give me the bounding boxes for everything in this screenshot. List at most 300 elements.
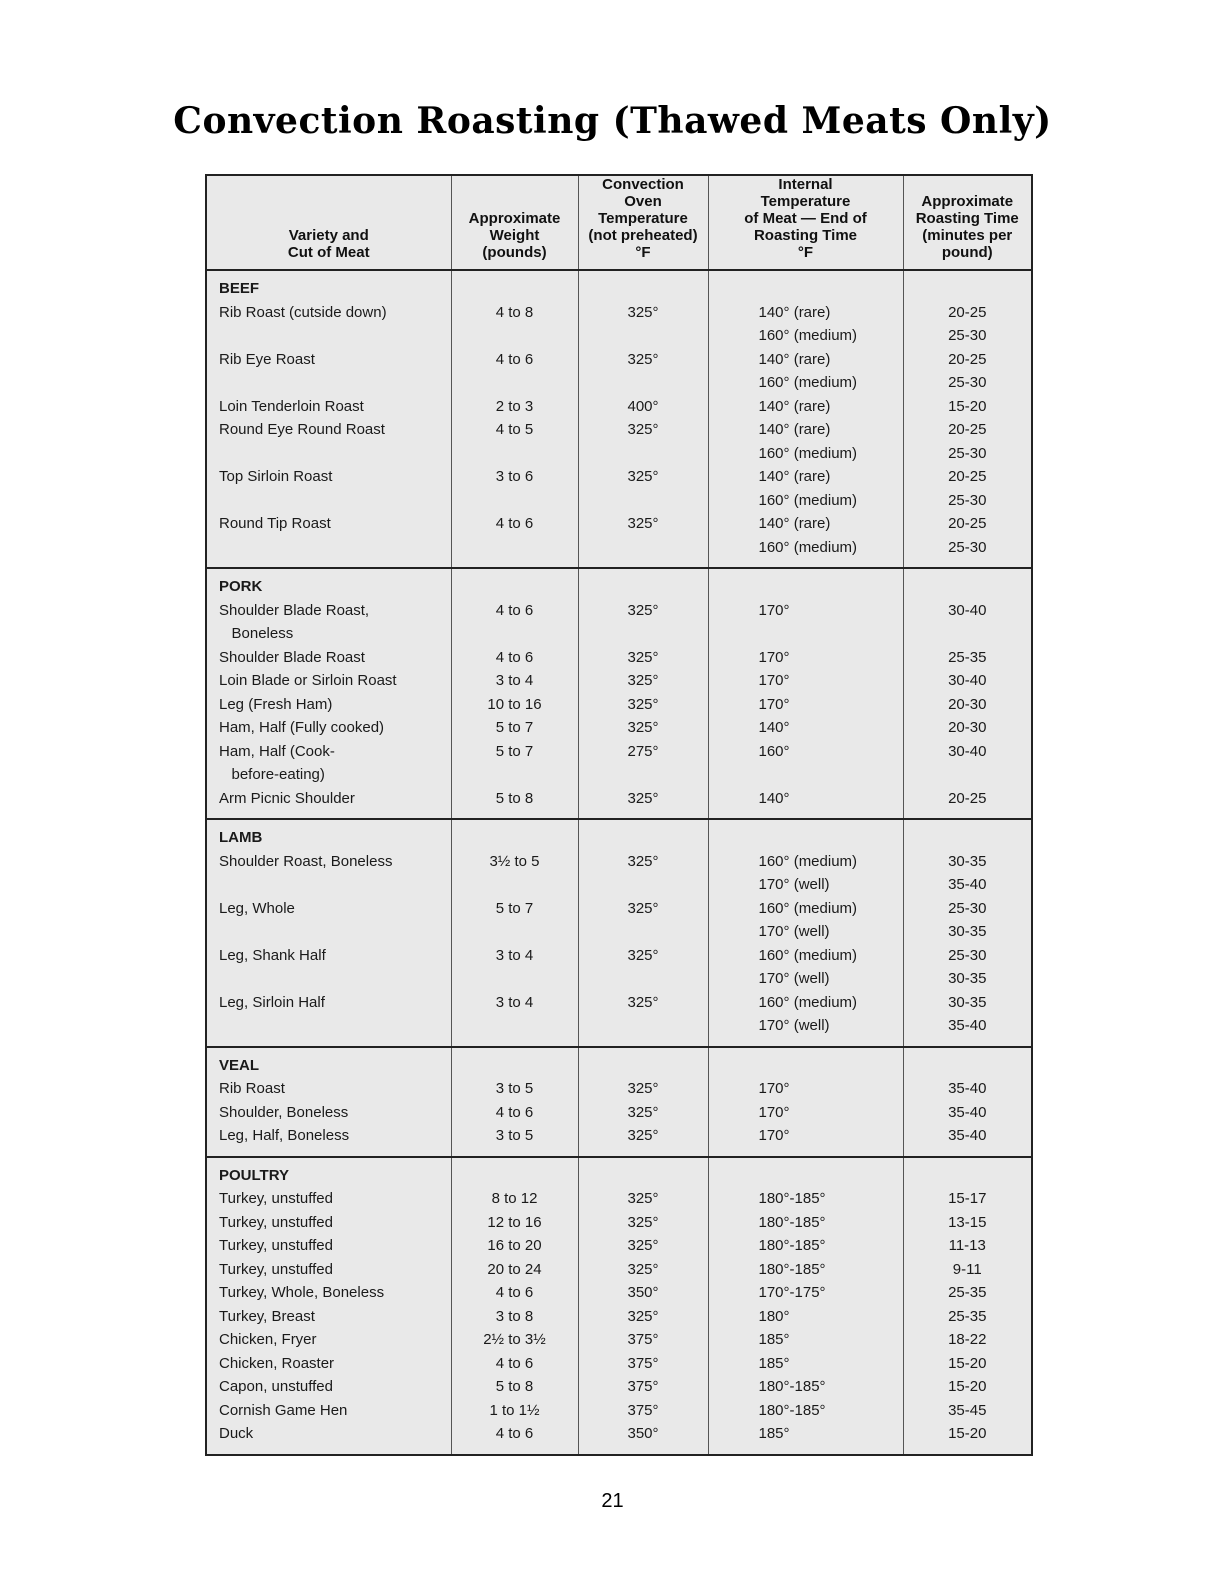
roasting-time-cell: 30-35 [903,920,1032,944]
header-oven-temperature: Convection Oven Temperature (not preheated) °F [578,175,708,270]
roasting-time-cell: 30-35 [903,991,1032,1015]
roasting-time-cell: 35-40 [903,1124,1032,1148]
oven-temp-cell: 325° [578,599,708,623]
variety-cell: Loin Blade or Sirloin Roast [206,669,451,693]
internal-temp-cell: 160° (medium) [708,371,903,395]
roasting-time-cell: 13-15 [903,1211,1032,1235]
header-roasting-time: Approximate Roasting Time (minutes per pound) [903,175,1032,270]
table-row [206,991,1032,1015]
internal-temp-cell: 170° [708,1124,903,1148]
empty-cell [903,1047,1032,1078]
oven-temp-cell: 325° [578,850,708,874]
variety-cell: Rib Roast [206,1077,451,1101]
table-row [206,1077,1032,1101]
empty-cell [903,1446,1032,1455]
variety-cell: Leg, Sirloin Half [206,991,451,1015]
roasting-time-cell: 30-40 [903,669,1032,693]
empty-cell [578,819,708,850]
roasting-time-cell: 30-35 [903,850,1032,874]
section-spacer [206,1038,1032,1047]
table-row [206,442,1032,466]
oven-temp-cell [578,536,708,560]
empty-cell [903,559,1032,568]
roasting-time-cell: 25-30 [903,442,1032,466]
empty-cell [578,559,708,568]
internal-temp-cell: 140° (rare) [708,301,903,325]
roasting-time-cell: 15-17 [903,1187,1032,1211]
internal-temp-cell: 140° (rare) [708,395,903,419]
table-row [206,897,1032,921]
internal-temp-cell: 140° (rare) [708,348,903,372]
oven-temp-cell: 325° [578,1124,708,1148]
weight-cell: 5 to 7 [451,740,578,764]
oven-temp-cell: 325° [578,716,708,740]
internal-temp-cell: 170° [708,646,903,670]
table-row [206,324,1032,348]
variety-cell: Capon, unstuffed [206,1375,451,1399]
variety-cell: before-eating) [206,763,451,787]
oven-temp-cell: 325° [578,1187,708,1211]
table-row [206,536,1032,560]
weight-cell: 10 to 16 [451,693,578,717]
table-row [206,1375,1032,1399]
empty-cell [903,270,1032,301]
oven-temp-cell: 325° [578,669,708,693]
roasting-time-cell [903,622,1032,646]
internal-temp-cell: 160° (medium) [708,442,903,466]
weight-cell [451,622,578,646]
oven-temp-cell [578,763,708,787]
roasting-time-cell: 30-35 [903,967,1032,991]
internal-temp-cell [708,763,903,787]
weight-cell: 1 to 1½ [451,1399,578,1423]
weight-cell: 4 to 6 [451,1101,578,1125]
variety-cell: Turkey, Whole, Boneless [206,1281,451,1305]
table-row [206,489,1032,513]
weight-cell [451,920,578,944]
oven-temp-cell: 325° [578,944,708,968]
weight-cell: 20 to 24 [451,1258,578,1282]
oven-temp-cell: 375° [578,1375,708,1399]
variety-cell: Top Sirloin Roast [206,465,451,489]
internal-temp-cell: 180°-185° [708,1234,903,1258]
internal-temp-cell: 160° (medium) [708,944,903,968]
empty-cell [708,1446,903,1455]
table-row [206,850,1032,874]
variety-cell: Turkey, unstuffed [206,1258,451,1282]
table-row [206,1328,1032,1352]
oven-temp-cell: 400° [578,395,708,419]
roasting-time-cell [903,763,1032,787]
variety-cell: Ham, Half (Cook- [206,740,451,764]
internal-temp-cell: 180°-185° [708,1211,903,1235]
section-spacer [206,1148,1032,1157]
variety-cell: Leg (Fresh Ham) [206,693,451,717]
table-row [206,1281,1032,1305]
variety-cell: Rib Eye Roast [206,348,451,372]
section-heading-row [206,1047,1032,1078]
empty-cell [708,559,903,568]
weight-cell: 3 to 8 [451,1305,578,1329]
header-internal-temperature: Internal Temperature of Meat — End of Roasting Time °F [708,175,903,270]
roasting-time-cell: 18-22 [903,1328,1032,1352]
weight-cell: 3 to 4 [451,991,578,1015]
internal-temp-cell: 180°-185° [708,1258,903,1282]
internal-temp-cell: 180°-185° [708,1375,903,1399]
table-row [206,395,1032,419]
oven-temp-cell: 350° [578,1281,708,1305]
empty-cell [206,1148,451,1157]
oven-temp-cell: 325° [578,1101,708,1125]
roasting-time-cell: 35-40 [903,1014,1032,1038]
empty-cell [903,1038,1032,1047]
weight-cell: 3 to 5 [451,1124,578,1148]
section-lamb [206,819,1032,1047]
variety-cell [206,536,451,560]
variety-cell: Round Tip Roast [206,512,451,536]
table-row [206,301,1032,325]
section-heading: BEEF [206,270,451,301]
weight-cell: 2 to 3 [451,395,578,419]
empty-cell [206,1446,451,1455]
weight-cell: 3 to 5 [451,1077,578,1101]
oven-temp-cell: 325° [578,1234,708,1258]
weight-cell: 4 to 6 [451,1281,578,1305]
weight-cell: 4 to 6 [451,512,578,536]
weight-cell: 3½ to 5 [451,850,578,874]
table-row [206,1101,1032,1125]
weight-cell: 4 to 6 [451,599,578,623]
oven-temp-cell: 325° [578,787,708,811]
roasting-time-cell: 20-30 [903,716,1032,740]
header-weight: Approximate Weight (pounds) [451,175,578,270]
oven-temp-cell: 350° [578,1422,708,1446]
table-row [206,371,1032,395]
roasting-time-cell: 30-40 [903,599,1032,623]
empty-cell [451,819,578,850]
table-row [206,716,1032,740]
roasting-time-cell: 35-45 [903,1399,1032,1423]
empty-cell [708,1038,903,1047]
weight-cell: 3 to 4 [451,669,578,693]
empty-cell [708,1148,903,1157]
empty-cell [451,1038,578,1047]
table-row [206,1124,1032,1148]
internal-temp-cell: 180°-185° [708,1399,903,1423]
header-row [206,175,1032,270]
roasting-time-cell: 9-11 [903,1258,1032,1282]
oven-temp-cell: 325° [578,301,708,325]
roasting-time-cell: 20-30 [903,693,1032,717]
weight-cell [451,1014,578,1038]
oven-temp-cell: 325° [578,1077,708,1101]
variety-cell: Shoulder, Boneless [206,1101,451,1125]
page-number: 21 [601,1490,624,1512]
internal-temp-cell [708,622,903,646]
roasting-time-cell: 20-25 [903,465,1032,489]
roasting-time-cell: 20-25 [903,348,1032,372]
internal-temp-cell: 140° (rare) [708,512,903,536]
section-heading: VEAL [206,1047,451,1078]
internal-temp-cell: 140° [708,716,903,740]
internal-temp-cell: 180°-185° [708,1187,903,1211]
weight-cell: 2½ to 3½ [451,1328,578,1352]
oven-temp-cell [578,920,708,944]
empty-cell [451,568,578,599]
page-title: Convection Roasting (Thawed Meats Only) [173,100,1052,142]
oven-temp-cell: 325° [578,693,708,717]
oven-temp-cell: 325° [578,348,708,372]
oven-temp-cell: 325° [578,646,708,670]
table-row [206,646,1032,670]
table-row [206,967,1032,991]
variety-cell [206,324,451,348]
weight-cell: 5 to 8 [451,787,578,811]
section-heading: LAMB [206,819,451,850]
table-row [206,1305,1032,1329]
variety-cell [206,873,451,897]
internal-temp-cell: 185° [708,1422,903,1446]
table-row [206,1258,1032,1282]
roasting-time-cell: 20-25 [903,512,1032,536]
weight-cell: 4 to 6 [451,348,578,372]
oven-temp-cell: 325° [578,1211,708,1235]
variety-cell: Turkey, unstuffed [206,1187,451,1211]
internal-temp-cell: 170° (well) [708,1014,903,1038]
section-poultry [206,1157,1032,1455]
empty-cell [451,1157,578,1188]
weight-cell: 4 to 6 [451,1422,578,1446]
variety-cell [206,489,451,513]
empty-cell [451,1446,578,1455]
internal-temp-cell: 160° (medium) [708,991,903,1015]
roasting-time-cell: 25-30 [903,371,1032,395]
table-row [206,1014,1032,1038]
section-veal [206,1047,1032,1157]
internal-temp-cell: 170° (well) [708,920,903,944]
oven-temp-cell [578,622,708,646]
section-heading-row [206,819,1032,850]
oven-temp-cell: 375° [578,1352,708,1376]
table-row [206,348,1032,372]
weight-cell [451,873,578,897]
internal-temp-cell: 170° [708,599,903,623]
empty-cell [451,1148,578,1157]
variety-cell [206,967,451,991]
internal-temp-cell: 160° (medium) [708,897,903,921]
empty-cell [708,819,903,850]
section-pork [206,568,1032,819]
table-row [206,599,1032,623]
oven-temp-cell [578,489,708,513]
roasting-time-cell: 30-40 [903,740,1032,764]
internal-temp-cell: 170° [708,669,903,693]
table-row [206,622,1032,646]
roasting-time-cell: 35-40 [903,1077,1032,1101]
roasting-time-cell: 15-20 [903,1352,1032,1376]
internal-temp-cell: 170° (well) [708,873,903,897]
roasting-time-cell: 35-40 [903,873,1032,897]
internal-temp-cell: 160° (medium) [708,489,903,513]
variety-cell: Leg, Whole [206,897,451,921]
internal-temp-cell: 170° [708,693,903,717]
weight-cell: 3 to 6 [451,465,578,489]
table-row [206,465,1032,489]
section-heading: PORK [206,568,451,599]
weight-cell [451,489,578,513]
weight-cell: 4 to 6 [451,646,578,670]
weight-cell: 5 to 7 [451,716,578,740]
empty-cell [451,1047,578,1078]
empty-cell [903,568,1032,599]
section-spacer [206,559,1032,568]
table-row [206,1422,1032,1446]
weight-cell: 8 to 12 [451,1187,578,1211]
weight-cell: 5 to 8 [451,1375,578,1399]
empty-cell [206,559,451,568]
table-row [206,693,1032,717]
oven-temp-cell [578,873,708,897]
internal-temp-cell: 170° (well) [708,967,903,991]
empty-cell [578,1148,708,1157]
oven-temp-cell: 325° [578,512,708,536]
roasting-time-cell: 20-25 [903,418,1032,442]
header-variety: Variety and Cut of Meat [206,175,451,270]
roasting-time-cell: 11-13 [903,1234,1032,1258]
weight-cell [451,324,578,348]
weight-cell: 3 to 4 [451,944,578,968]
table-row [206,1187,1032,1211]
empty-cell [708,810,903,819]
empty-cell [451,559,578,568]
empty-cell [206,810,451,819]
empty-cell [903,1148,1032,1157]
variety-cell [206,442,451,466]
roasting-time-cell: 20-25 [903,301,1032,325]
internal-temp-cell: 170° [708,1101,903,1125]
oven-temp-cell: 325° [578,418,708,442]
table-row [206,512,1032,536]
empty-cell [451,810,578,819]
weight-cell: 12 to 16 [451,1211,578,1235]
variety-cell: Turkey, unstuffed [206,1234,451,1258]
oven-temp-cell: 275° [578,740,708,764]
section-spacer [206,810,1032,819]
section-heading: POULTRY [206,1157,451,1188]
table-row [206,944,1032,968]
variety-cell: Round Eye Round Roast [206,418,451,442]
empty-cell [903,819,1032,850]
table-row [206,920,1032,944]
variety-cell: Shoulder Blade Roast [206,646,451,670]
roasting-time-cell: 35-40 [903,1101,1032,1125]
internal-temp-cell: 185° [708,1352,903,1376]
table-row [206,1352,1032,1376]
variety-cell: Arm Picnic Shoulder [206,787,451,811]
variety-cell [206,920,451,944]
table-row [206,1211,1032,1235]
table-row [206,787,1032,811]
weight-cell: 16 to 20 [451,1234,578,1258]
variety-cell: Ham, Half (Fully cooked) [206,716,451,740]
weight-cell: 5 to 7 [451,897,578,921]
roasting-time-cell: 25-30 [903,536,1032,560]
variety-cell: Boneless [206,622,451,646]
variety-cell: Loin Tenderloin Roast [206,395,451,419]
oven-temp-cell [578,442,708,466]
internal-temp-cell: 170°-175° [708,1281,903,1305]
internal-temp-cell: 160° (medium) [708,324,903,348]
table-row [206,418,1032,442]
oven-temp-cell [578,967,708,991]
oven-temp-cell: 375° [578,1328,708,1352]
internal-temp-cell: 160° (medium) [708,850,903,874]
variety-cell [206,371,451,395]
oven-temp-cell: 325° [578,991,708,1015]
section-spacer [206,1446,1032,1455]
empty-cell [578,1157,708,1188]
internal-temp-cell: 140° [708,787,903,811]
variety-cell [206,1014,451,1038]
oven-temp-cell: 325° [578,1305,708,1329]
empty-cell [578,1038,708,1047]
variety-cell: Shoulder Blade Roast, [206,599,451,623]
empty-cell [578,1047,708,1078]
table-header [206,175,1032,270]
internal-temp-cell: 140° (rare) [708,465,903,489]
empty-cell [903,1157,1032,1188]
empty-cell [708,1047,903,1078]
roasting-time-cell: 25-30 [903,944,1032,968]
empty-cell [578,1446,708,1455]
oven-temp-cell: 375° [578,1399,708,1423]
weight-cell [451,442,578,466]
variety-cell: Rib Roast (cutside down) [206,301,451,325]
section-heading-row [206,270,1032,301]
variety-cell: Cornish Game Hen [206,1399,451,1423]
table-row [206,763,1032,787]
oven-temp-cell: 325° [578,897,708,921]
empty-cell [578,270,708,301]
empty-cell [708,270,903,301]
weight-cell: 4 to 6 [451,1352,578,1376]
section-heading-row [206,568,1032,599]
table-row [206,669,1032,693]
internal-temp-cell: 140° (rare) [708,418,903,442]
roasting-time-cell: 15-20 [903,395,1032,419]
internal-temp-cell: 160° [708,740,903,764]
internal-temp-cell: 185° [708,1328,903,1352]
roasting-time-cell: 15-20 [903,1375,1032,1399]
roasting-table [205,174,1033,1456]
oven-temp-cell [578,1014,708,1038]
empty-cell [578,568,708,599]
variety-cell: Turkey, Breast [206,1305,451,1329]
variety-cell: Leg, Shank Half [206,944,451,968]
oven-temp-cell: 325° [578,1258,708,1282]
table-row [206,1399,1032,1423]
roasting-time-cell: 25-30 [903,324,1032,348]
empty-cell [903,810,1032,819]
table-row [206,873,1032,897]
internal-temp-cell: 160° (medium) [708,536,903,560]
table-row [206,1234,1032,1258]
variety-cell: Chicken, Fryer [206,1328,451,1352]
roasting-time-cell: 25-30 [903,489,1032,513]
roasting-time-cell: 25-35 [903,1305,1032,1329]
empty-cell [708,568,903,599]
oven-temp-cell [578,324,708,348]
